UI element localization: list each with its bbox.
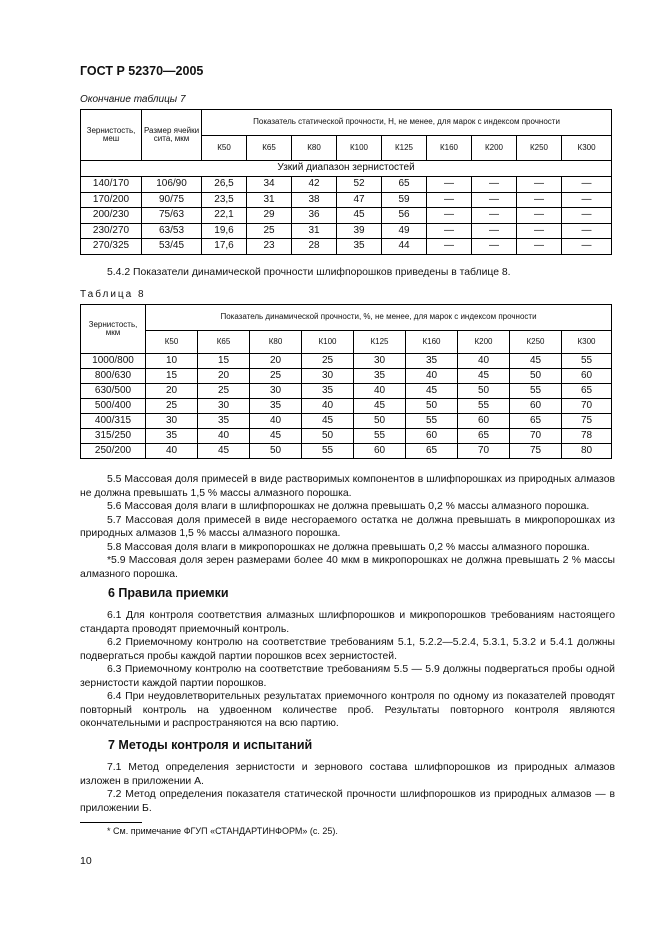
table-cell: —: [562, 177, 612, 193]
table7-subheader: Узкий диапазон зернистостей: [81, 161, 612, 177]
table-cell: 31: [292, 223, 337, 239]
table8-index-header: К250: [510, 331, 562, 354]
table-cell: 26,5: [202, 177, 247, 193]
table-cell: 106/90: [142, 177, 202, 193]
paragraphs-5-5-to-5-9: [80, 473, 615, 581]
table-cell: —: [472, 223, 517, 239]
table8-index-header: К80: [250, 331, 302, 354]
table-cell: 30: [198, 399, 250, 414]
para-6-4: 6.4 При неудовлетворительных результатах приемочного контроля по одному из показателей проводят повторный контроль на удвоенном количестве проб. Результаты повторного контроля являются окончательными и распространяются на всю партию.: [80, 691, 615, 729]
table-cell: 60: [354, 444, 406, 459]
table-row: [81, 192, 612, 208]
paragraph-5-4-2: [80, 266, 615, 280]
table7-index-header: К65: [247, 136, 292, 161]
table-cell: 75/63: [142, 208, 202, 224]
table-cell: 60: [562, 369, 612, 384]
section-6-body: [80, 609, 615, 731]
table7-header-grit: Зернистость, меш: [81, 110, 142, 161]
table-cell: 50: [406, 399, 458, 414]
table7-index-header: К200: [472, 136, 517, 161]
table-cell: 50: [354, 414, 406, 429]
table-row: [81, 239, 612, 255]
table8-index-header: К125: [354, 331, 406, 354]
table7-index-header: К100: [337, 136, 382, 161]
table-cell: —: [427, 177, 472, 193]
table-cell: —: [427, 192, 472, 208]
table-cell: —: [562, 208, 612, 224]
table-cell: 47: [337, 192, 382, 208]
table-8: [80, 304, 612, 459]
table-cell: 28: [292, 239, 337, 255]
table-cell: 55: [562, 354, 612, 369]
document-header: ГОСТ Р 52370—2005: [80, 64, 204, 78]
table-cell: 50: [510, 369, 562, 384]
table-cell: —: [472, 192, 517, 208]
table7-index-header: К300: [562, 136, 612, 161]
table-cell: 45: [354, 399, 406, 414]
table-cell: 10: [146, 354, 198, 369]
table-cell: 25: [146, 399, 198, 414]
table-cell: 65: [406, 444, 458, 459]
table-cell: 50: [250, 444, 302, 459]
table-cell: 23: [247, 239, 292, 255]
table-cell: 31: [247, 192, 292, 208]
table-cell: 50: [458, 384, 510, 399]
table7-caption: Окончание таблицы 7: [80, 94, 186, 105]
table-row: [81, 414, 612, 429]
table7-index-header: К80: [292, 136, 337, 161]
para-6-2: 6.2 Приемочному контролю на соответствие требованиям 5.1, 5.2.2—5.2.4, 5.3.1, 5.3.2 и 5.4.1 должны подвергаться пробы каждой партии порошков всех зернистостей.: [80, 637, 615, 662]
table-cell: 35: [354, 369, 406, 384]
para-7-1: 7.1 Метод определения зернистости и зернового состава шлифпорошков из природных алмазов изложен в приложении А.: [80, 762, 615, 787]
table-cell: 45: [406, 384, 458, 399]
table7-header-group: Показатель статической прочности, Н, не менее, для марок с индексом прочности: [202, 110, 612, 136]
table-cell: —: [427, 208, 472, 224]
section-7-body: [80, 761, 615, 815]
table-cell: 55: [510, 384, 562, 399]
table-cell: 25: [247, 223, 292, 239]
table-cell: 17,6: [202, 239, 247, 255]
table8-index-header: К200: [458, 331, 510, 354]
table-cell: 40: [354, 384, 406, 399]
table-cell: 250/200: [81, 444, 146, 459]
table-cell: 35: [337, 239, 382, 255]
table-cell: 70: [458, 444, 510, 459]
para-5-6: 5.6 Массовая доля влаги в шлифпорошках не должна превышать 0,2 % массы алмазного порошка.: [107, 501, 590, 512]
table-cell: —: [427, 239, 472, 255]
table-cell: 20: [198, 369, 250, 384]
table-cell: 56: [382, 208, 427, 224]
table-cell: —: [517, 208, 562, 224]
table-row: [81, 369, 612, 384]
table8-index-header: К160: [406, 331, 458, 354]
table7-index-header: К50: [202, 136, 247, 161]
table-cell: 55: [406, 414, 458, 429]
table8-header-grit: Зернистость, мкм: [81, 305, 146, 354]
table-cell: 200/230: [81, 208, 142, 224]
table-cell: 60: [510, 399, 562, 414]
table-cell: 52: [337, 177, 382, 193]
table-cell: 55: [302, 444, 354, 459]
table7-index-header: К125: [382, 136, 427, 161]
table-cell: 40: [302, 399, 354, 414]
table-cell: 45: [510, 354, 562, 369]
table-cell: 30: [250, 384, 302, 399]
table-cell: 30: [302, 369, 354, 384]
table7-index-header: К160: [427, 136, 472, 161]
table-cell: 80: [562, 444, 612, 459]
table-cell: 50: [302, 429, 354, 444]
page-number: 10: [80, 855, 92, 867]
table-cell: 22,1: [202, 208, 247, 224]
para-6-1: 6.1 Для контроля соответствия алмазных шлифпорошков и микропорошков требованиям настоящего стандарта проводят приемочный контроль.: [80, 610, 615, 635]
table8-index-header: К50: [146, 331, 198, 354]
table-cell: 38: [292, 192, 337, 208]
table-cell: 30: [354, 354, 406, 369]
table-cell: 270/325: [81, 239, 142, 255]
table-cell: 400/315: [81, 414, 146, 429]
table-cell: 45: [250, 429, 302, 444]
table-cell: 34: [247, 177, 292, 193]
table-row: [81, 354, 612, 369]
table-cell: 35: [250, 399, 302, 414]
table-cell: 55: [354, 429, 406, 444]
table-cell: 60: [458, 414, 510, 429]
table-cell: —: [562, 192, 612, 208]
table-cell: 40: [146, 444, 198, 459]
table-cell: 75: [562, 414, 612, 429]
table-cell: 170/200: [81, 192, 142, 208]
table-cell: —: [562, 239, 612, 255]
table-cell: 500/400: [81, 399, 146, 414]
table-cell: 53/45: [142, 239, 202, 255]
table-cell: 1000/800: [81, 354, 146, 369]
table-cell: 29: [247, 208, 292, 224]
table7-index-header: К250: [517, 136, 562, 161]
table-cell: 65: [562, 384, 612, 399]
table-cell: —: [517, 223, 562, 239]
table-cell: —: [562, 223, 612, 239]
table-cell: 40: [250, 414, 302, 429]
table7-header-sieve: Размер ячейки сита, мкм: [142, 110, 202, 161]
table-cell: 800/630: [81, 369, 146, 384]
table-cell: 40: [198, 429, 250, 444]
table-cell: 40: [458, 354, 510, 369]
table-cell: 25: [250, 369, 302, 384]
table-cell: 25: [198, 384, 250, 399]
para-6-3: 6.3 Приемочному контролю на соответствие требованиям 5.5 — 5.9 должны подвергаться пробы одной зернистости каждой партии порошков.: [80, 664, 615, 689]
table-7: [80, 109, 612, 255]
table-cell: 39: [337, 223, 382, 239]
table-cell: 35: [302, 384, 354, 399]
table-cell: 40: [406, 369, 458, 384]
para-5-4-2-text: 5.4.2 Показатели динамической прочности шлифпорошков приведены в таблице 8.: [107, 267, 511, 278]
table-cell: 315/250: [81, 429, 146, 444]
table-cell: 25: [302, 354, 354, 369]
para-5-5: 5.5 Массовая доля примесей в виде растворимых компонентов в шлифпорошках из природных алмазов не должна превышать 1,5 % массы алмазного порошка.: [80, 474, 615, 499]
table-cell: 630/500: [81, 384, 146, 399]
table-cell: 23,5: [202, 192, 247, 208]
table-cell: 42: [292, 177, 337, 193]
table-cell: 230/270: [81, 223, 142, 239]
table-cell: 15: [146, 369, 198, 384]
table-row: [81, 429, 612, 444]
footnote-separator: [80, 822, 142, 823]
table-cell: 45: [198, 444, 250, 459]
table-cell: 15: [198, 354, 250, 369]
table-cell: 20: [250, 354, 302, 369]
table8-index-header: К100: [302, 331, 354, 354]
para-5-9: *5.9 Массовая доля зерен размерами более 40 мкм в микропорошках не должна превышать 2 % массы алмазного порошка.: [80, 555, 615, 580]
table-cell: 60: [406, 429, 458, 444]
table-cell: 70: [562, 399, 612, 414]
table-cell: —: [472, 177, 517, 193]
table-cell: 78: [562, 429, 612, 444]
table-cell: 49: [382, 223, 427, 239]
table-cell: —: [472, 239, 517, 255]
table-cell: 65: [510, 414, 562, 429]
table-row: [81, 399, 612, 414]
para-5-8: 5.8 Массовая доля влаги в микропорошках не должна превышать 0,2 % массы алмазного порошка.: [107, 541, 590, 553]
table-cell: 19,6: [202, 223, 247, 239]
table-cell: 75: [510, 444, 562, 459]
table-cell: —: [517, 239, 562, 255]
table-cell: 35: [406, 354, 458, 369]
para-7-2: 7.2 Метод определения показателя статической прочности шлифпорошков из природных алмазов — в приложении Б.: [80, 789, 615, 814]
table-cell: 90/75: [142, 192, 202, 208]
table-cell: —: [517, 177, 562, 193]
table-row: [81, 444, 612, 459]
footnote: * См. примечание ФГУП «СТАНДАРТИНФОРМ» (с. 25).: [107, 826, 338, 836]
table-row: [81, 223, 612, 239]
table-cell: 30: [146, 414, 198, 429]
table-cell: —: [517, 192, 562, 208]
table-cell: 59: [382, 192, 427, 208]
table-cell: —: [472, 208, 517, 224]
table-cell: 65: [382, 177, 427, 193]
table8-index-header: К65: [198, 331, 250, 354]
table8-index-header: К300: [562, 331, 612, 354]
table-cell: 20: [146, 384, 198, 399]
table-cell: 45: [337, 208, 382, 224]
table-cell: 44: [382, 239, 427, 255]
table-cell: 35: [198, 414, 250, 429]
table-cell: —: [427, 223, 472, 239]
section-7-title: 7 Методы контроля и испытаний: [108, 738, 313, 752]
table-row: [81, 177, 612, 193]
table-cell: 45: [302, 414, 354, 429]
table-cell: 36: [292, 208, 337, 224]
table8-header-group: Показатель динамической прочности, %, не менее, для марок с индексом прочности: [146, 305, 612, 331]
table-cell: 70: [510, 429, 562, 444]
table8-caption: Таблица 8: [80, 289, 146, 300]
table-row: [81, 384, 612, 399]
table-cell: 45: [458, 369, 510, 384]
para-5-7: 5.7 Массовая доля примесей в виде несгораемого остатка не должна превышать в микропорошках из природных алмазов 1,5 % массы алмазного порошка.: [80, 514, 615, 539]
table-cell: 63/53: [142, 223, 202, 239]
section-6-title: 6 Правила приемки: [108, 586, 229, 600]
table-row: [81, 208, 612, 224]
table-cell: 55: [458, 399, 510, 414]
table-cell: 65: [458, 429, 510, 444]
table-cell: 140/170: [81, 177, 142, 193]
table-cell: 35: [146, 429, 198, 444]
